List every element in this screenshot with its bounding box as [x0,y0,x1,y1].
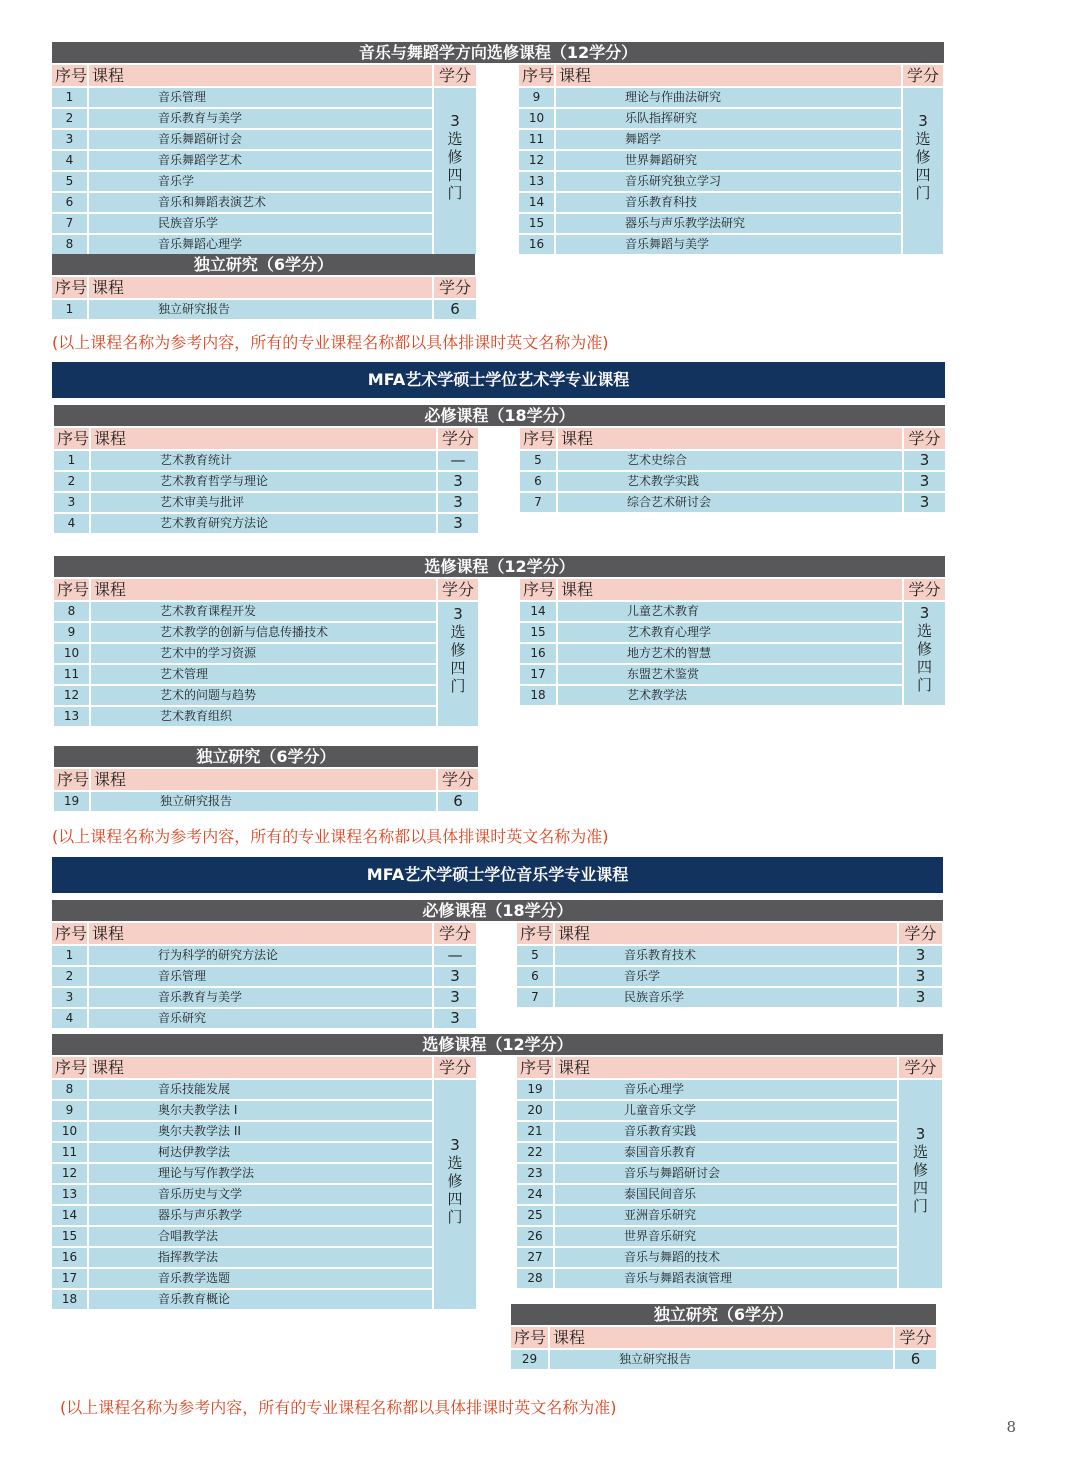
course-number: 17 [520,665,556,684]
course-number: 7 [520,493,556,512]
column-header-no: 序号 [520,428,556,449]
elective-credit-char: 3 [450,112,460,130]
course-number: 24 [517,1185,553,1204]
course-number: 1 [52,300,87,319]
course-name: 音乐舞蹈心理学 [89,235,432,254]
elective-credit-char: 选 [912,1143,928,1161]
course-number: 27 [517,1248,553,1267]
course-number: 16 [52,1248,87,1267]
elective-credit-char: 3 [918,112,928,130]
course-number: 23 [517,1164,553,1183]
course-number: 21 [517,1122,553,1141]
column-header-credit: 学分 [899,1057,942,1078]
music-dance-elective-title: 音乐与舞蹈学方向选修课程（12学分） [52,42,944,63]
course-name: 艺术教育统计 [91,451,436,470]
course-number: 13 [52,1185,87,1204]
course-credit: 3 [899,967,942,986]
course-number: 11 [52,1143,87,1162]
course-number: 9 [519,88,554,107]
course-number: 10 [52,1122,87,1141]
course-number: 14 [520,602,556,621]
course-number: 8 [52,235,87,254]
course-number: 4 [52,1009,87,1028]
elective-credit-char: 四 [447,1190,463,1208]
music-required-title: 必修课程（18学分） [52,900,943,921]
column-header-credit: 学分 [434,277,476,298]
elective-credit-char: 门 [447,1208,463,1226]
elective-credit-char: 选 [447,1154,463,1172]
course-credit: 3 [438,472,478,491]
course-name: 器乐与声乐教学 [89,1206,432,1225]
course-credit: 6 [434,300,476,319]
course-number: 2 [52,109,87,128]
course-name: 音乐教育科技 [556,193,901,212]
course-name: 艺术教育哲学与理论 [91,472,436,491]
course-credit: — [438,451,478,470]
course-name: 儿童艺术教育 [558,602,902,621]
course-credit: 3 [904,451,945,470]
column-header-course: 课程 [558,428,902,449]
course-number: 1 [52,88,87,107]
column-header-no: 序号 [52,277,87,298]
elective-credit-char: 门 [912,1197,928,1215]
art-elective-title: 选修课程（12学分） [54,556,945,577]
course-number: 15 [519,214,554,233]
course-number: 1 [54,451,89,470]
course-number: 18 [520,686,556,705]
course-name: 艺术的问题与趋势 [91,686,436,705]
elective-credit-char: 门 [450,677,466,695]
elective-credit-group [903,88,943,254]
course-name: 乐队指挥研究 [556,109,901,128]
course-name: 音乐与舞蹈研讨会 [555,1164,897,1183]
column-header-no: 序号 [54,428,89,449]
course-credit: 6 [438,792,478,811]
course-number: 26 [517,1227,553,1246]
elective-credit-char: 修 [912,1161,928,1179]
column-header-course: 课程 [91,769,436,790]
music-dance-independent-title: 独立研究（6学分） [52,254,475,275]
course-name: 音乐舞蹈学艺术 [89,151,432,170]
course-name: 音乐学 [555,967,897,986]
course-number: 19 [517,1080,553,1099]
course-name: 音乐教育概论 [89,1290,432,1309]
music-independent-title: 独立研究（6学分） [511,1304,936,1325]
course-credit: 3 [899,946,942,965]
course-number: 2 [54,472,89,491]
course-number: 14 [519,193,554,212]
course-name: 音乐和舞蹈表演艺术 [89,193,432,212]
course-name: 奥尔夫教学法 II [89,1122,432,1141]
elective-credit-char: 修 [447,1172,463,1190]
elective-credit-char: 选 [916,622,932,640]
elective-credit-group [904,602,945,705]
course-number: 19 [54,792,89,811]
footnote-3: (以上课程名称为参考内容，所有的专业课程名称都以具体排课时英文名称为准) [60,1398,617,1417]
elective-credit-char: 四 [447,166,463,184]
course-number: 6 [517,967,553,986]
course-number: 6 [520,472,556,491]
course-number: 10 [519,109,554,128]
course-number: 18 [52,1290,87,1309]
art-program-banner: MFA艺术学硕士学位艺术学专业课程 [52,362,945,398]
course-number: 22 [517,1143,553,1162]
course-number: 13 [519,172,554,191]
elective-credit-group [434,1080,476,1309]
column-header-course: 课程 [89,1057,432,1078]
course-credit: 3 [438,493,478,512]
column-header-course: 课程 [89,65,432,86]
art-independent-title: 独立研究（6学分） [54,746,478,767]
course-number: 6 [52,193,87,212]
column-header-credit: 学分 [438,428,478,449]
course-name: 艺术教育研究方法论 [91,514,436,533]
course-name: 艺术教育课程开发 [91,602,436,621]
elective-credit-char: 选 [447,130,463,148]
column-header-no: 序号 [517,923,553,944]
column-header-no: 序号 [511,1327,548,1348]
course-number: 2 [52,967,87,986]
course-number: 3 [52,130,87,149]
course-number: 29 [511,1350,548,1369]
course-number: 13 [54,707,89,726]
art-required-title: 必修课程（18学分） [54,405,945,426]
course-number: 7 [517,988,553,1007]
course-number: 8 [54,602,89,621]
course-name: 音乐教育与美学 [89,109,432,128]
course-name: 器乐与声乐教学法研究 [556,214,901,233]
course-number: 28 [517,1269,553,1288]
elective-credit-group [899,1080,942,1288]
course-name: 行为科学的研究方法论 [89,946,432,965]
elective-credit-char: 3 [919,604,930,622]
course-number: 15 [52,1227,87,1246]
elective-credit-char: 门 [447,184,463,202]
course-name: 音乐教育技术 [555,946,897,965]
course-name: 世界音乐研究 [555,1227,897,1246]
column-header-no: 序号 [54,769,89,790]
elective-credit-char: 四 [912,1179,928,1197]
course-name: 音乐心理学 [555,1080,897,1099]
column-header-credit: 学分 [899,923,942,944]
course-name: 音乐研究 [89,1009,432,1028]
course-number: 14 [52,1206,87,1225]
course-credit: 6 [895,1350,936,1369]
course-number: 4 [52,151,87,170]
music-program-banner: MFA艺术学硕士学位音乐学专业课程 [52,857,943,893]
course-name: 民族音乐学 [89,214,432,233]
course-number: 20 [517,1101,553,1120]
column-header-course: 课程 [555,1057,897,1078]
course-name: 音乐舞蹈与美学 [556,235,901,254]
course-number: 12 [54,686,89,705]
course-number: 5 [517,946,553,965]
elective-credit-char: 四 [450,659,466,677]
course-number: 10 [54,644,89,663]
elective-credit-char: 3 [450,1136,460,1154]
course-number: 8 [52,1080,87,1099]
course-name: 民族音乐学 [555,988,897,1007]
course-number: 17 [52,1269,87,1288]
course-number: 5 [520,451,556,470]
course-credit: 3 [904,493,945,512]
elective-credit-char: 门 [915,184,931,202]
column-header-no: 序号 [519,65,554,86]
elective-credit-char: 3 [915,1125,926,1143]
elective-credit-char: 修 [450,641,466,659]
column-header-no: 序号 [52,923,87,944]
course-name: 合唱教学法 [89,1227,432,1246]
course-name: 艺术教学实践 [558,472,902,491]
course-name: 舞蹈学 [556,130,901,149]
course-name: 泰国民间音乐 [555,1185,897,1204]
course-name: 艺术审美与批评 [91,493,436,512]
course-name: 独立研究报告 [89,300,432,319]
course-number: 7 [52,214,87,233]
course-credit: 3 [899,988,942,1007]
column-header-course: 课程 [556,65,901,86]
course-name: 音乐教育与美学 [89,988,432,1007]
course-name: 音乐技能发展 [89,1080,432,1099]
course-number: 16 [520,644,556,663]
footnote-1: (以上课程名称为参考内容，所有的专业课程名称都以具体排课时英文名称为准) [52,333,609,352]
column-header-credit: 学分 [904,428,945,449]
course-name: 艺术教学法 [558,686,902,705]
course-name: 艺术管理 [91,665,436,684]
course-name: 世界舞蹈研究 [556,151,901,170]
course-name: 艺术教学的创新与信息传播技术 [91,623,436,642]
elective-credit-char: 选 [450,623,466,641]
course-name: 音乐教育实践 [555,1122,897,1141]
course-number: 25 [517,1206,553,1225]
elective-credit-char: 四 [915,166,931,184]
course-number: 16 [519,235,554,254]
course-name: 艺术教育组织 [91,707,436,726]
course-name: 音乐管理 [89,88,432,107]
elective-credit-group [438,602,478,726]
course-name: 音乐教学选题 [89,1269,432,1288]
elective-credit-group [434,88,476,254]
music-elective-title: 选修课程（12学分） [52,1034,943,1055]
course-credit: 3 [434,1009,476,1028]
course-name: 音乐舞蹈研讨会 [89,130,432,149]
column-header-credit: 学分 [895,1327,936,1348]
course-number: 9 [52,1101,87,1120]
course-name: 艺术教育心理学 [558,623,902,642]
elective-credit-char: 修 [916,640,932,658]
column-header-credit: 学分 [438,579,478,600]
column-header-credit: 学分 [903,65,943,86]
course-credit: 3 [438,514,478,533]
elective-credit-char: 选 [915,130,931,148]
course-name: 理论与作曲法研究 [556,88,901,107]
column-header-course: 课程 [555,923,897,944]
course-name: 独立研究报告 [91,792,436,811]
course-name: 音乐管理 [89,967,432,986]
course-name: 理论与写作教学法 [89,1164,432,1183]
column-header-no: 序号 [52,65,87,86]
column-header-course: 课程 [91,579,436,600]
course-number: 4 [54,514,89,533]
course-name: 综合艺术研讨会 [558,493,902,512]
column-header-course: 课程 [91,428,436,449]
course-name: 儿童音乐文学 [555,1101,897,1120]
column-header-course: 课程 [89,277,432,298]
course-name: 指挥教学法 [89,1248,432,1267]
course-name: 东盟艺术鉴赏 [558,665,902,684]
course-number: 15 [520,623,556,642]
column-header-no: 序号 [517,1057,553,1078]
course-name: 音乐研究独立学习 [556,172,901,191]
course-name: 泰国音乐教育 [555,1143,897,1162]
column-header-course: 课程 [89,923,432,944]
column-header-no: 序号 [52,1057,87,1078]
column-header-credit: 学分 [438,769,478,790]
course-credit: 3 [434,988,476,1007]
course-credit: 3 [904,472,945,491]
course-credit: 3 [434,967,476,986]
column-header-course: 课程 [558,579,902,600]
course-number: 3 [52,988,87,1007]
course-number: 12 [52,1164,87,1183]
course-credit: — [434,946,476,965]
course-name: 奥尔夫教学法 I [89,1101,432,1120]
course-number: 5 [52,172,87,191]
course-name: 音乐与舞蹈表演管理 [555,1269,897,1288]
course-number: 9 [54,623,89,642]
elective-credit-char: 修 [915,148,931,166]
column-header-credit: 学分 [904,579,945,600]
course-name: 独立研究报告 [550,1350,893,1369]
column-header-credit: 学分 [434,65,476,86]
column-header-credit: 学分 [434,923,476,944]
course-name: 艺术中的学习资源 [91,644,436,663]
column-header-course: 课程 [550,1327,893,1348]
course-name: 亚洲音乐研究 [555,1206,897,1225]
course-number: 3 [54,493,89,512]
elective-credit-char: 门 [916,676,932,694]
course-number: 1 [52,946,87,965]
elective-credit-char: 3 [453,605,463,623]
course-name: 柯达伊教学法 [89,1143,432,1162]
course-name: 艺术史综合 [558,451,902,470]
column-header-no: 序号 [520,579,556,600]
elective-credit-char: 修 [447,148,463,166]
course-name: 音乐与舞蹈的技术 [555,1248,897,1267]
course-number: 11 [519,130,554,149]
course-name: 音乐历史与文学 [89,1185,432,1204]
course-name: 地方艺术的智慧 [558,644,902,663]
footnote-2: (以上课程名称为参考内容，所有的专业课程名称都以具体排课时英文名称为准) [52,827,609,846]
page-number: 8 [1006,1418,1016,1436]
course-number: 11 [54,665,89,684]
elective-credit-char: 四 [916,658,932,676]
column-header-credit: 学分 [434,1057,476,1078]
column-header-no: 序号 [54,579,89,600]
course-number: 12 [519,151,554,170]
course-name: 音乐学 [89,172,432,191]
